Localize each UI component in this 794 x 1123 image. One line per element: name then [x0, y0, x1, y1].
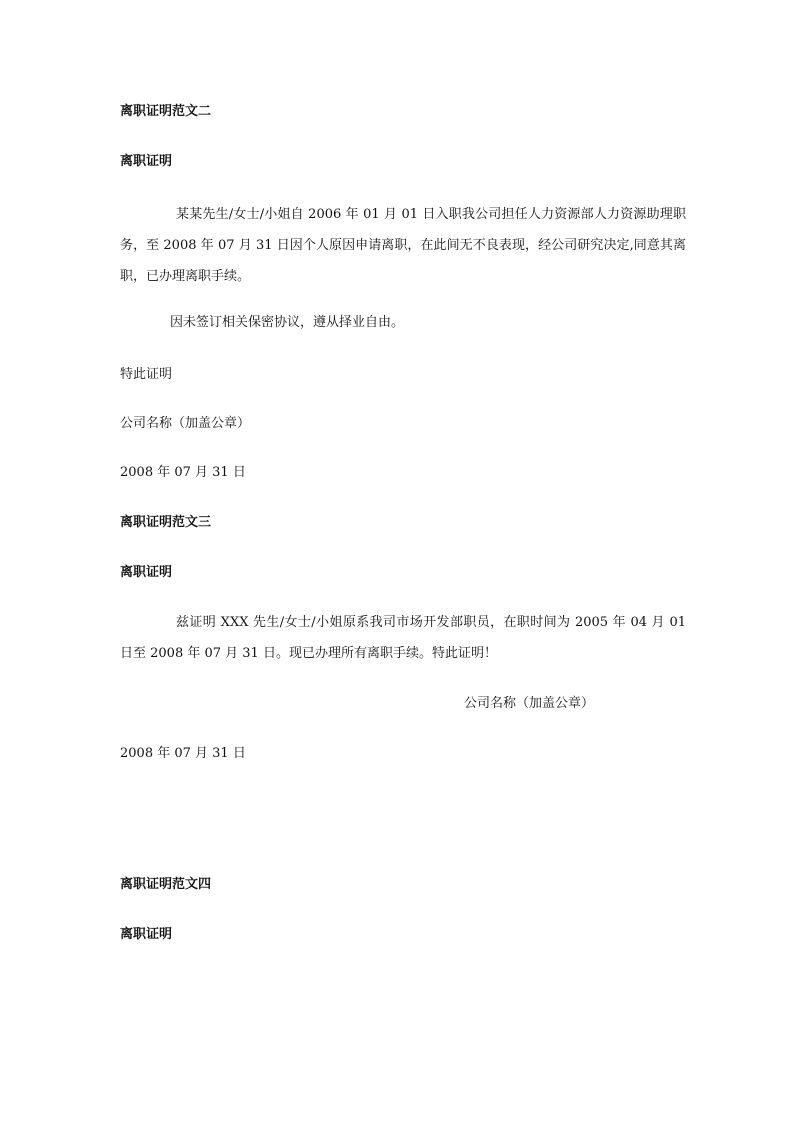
certificate-title: 离职证明: [120, 154, 173, 169]
section-heading-four: 离职证明范文四: [120, 877, 212, 892]
section-heading-two: 离职证明范文二: [120, 104, 212, 119]
closing-text: 特此证明: [120, 367, 173, 382]
section-heading-three: 离职证明范文三: [120, 515, 212, 530]
confidentiality-note: 因未签订相关保密协议，遵从择业自由。: [170, 315, 405, 330]
company-signature: 公司名称（加盖公章）: [464, 696, 595, 711]
certificate-title: 离职证明: [120, 927, 173, 942]
certificate-body: 某某先生/女士/小姐自 2006 年 01 月 01 日入职我公司担任人力资源部人力资源助理职务，至 2008 年 07 月 31 日因个人原因申请离职，在此间无不良表现，经公司研究决定,同意其离职，已办理离职手续。: [120, 207, 686, 284]
certificate-title: 离职证明: [120, 565, 173, 580]
certificate-body: 兹证明 XXX 先生/女士/小姐原系我司市场开发部职员，在职时间为 2005 年 04 月 01 日至 2008 年 07 月 31 日。现已办理所有离职手续。特此证明！: [120, 615, 686, 661]
certificate-date: 2008 年 07 月 31 日: [120, 746, 246, 761]
company-signature: 公司名称（加盖公章）: [120, 416, 251, 431]
certificate-date: 2008 年 07 月 31 日: [120, 465, 246, 480]
